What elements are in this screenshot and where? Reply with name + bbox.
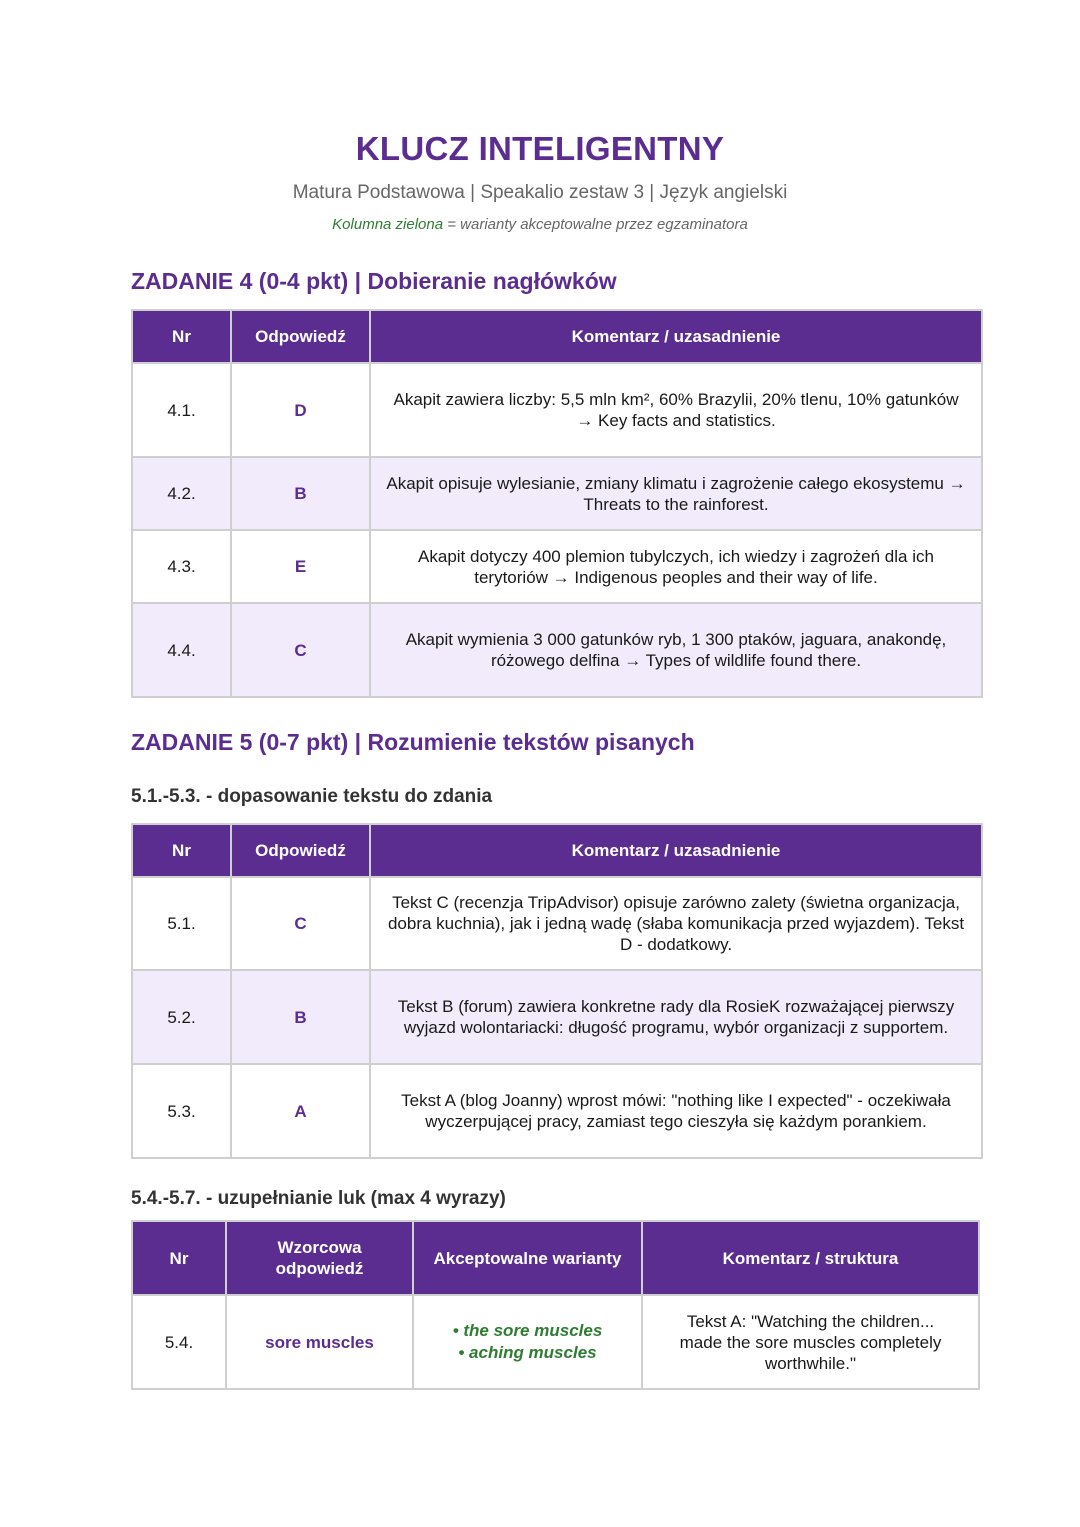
row-answer: C bbox=[231, 603, 370, 697]
column-header-nr: Nr bbox=[132, 310, 231, 363]
row-comment: Akapit zawiera liczby: 5,5 mln km², 60% Brazylii, 20% tlenu, 10% gatunków → Key facts and statistics. bbox=[370, 363, 982, 457]
table-row bbox=[132, 603, 982, 697]
legend-note-green: Kolumna zielona bbox=[332, 216, 444, 233]
table-row bbox=[132, 970, 982, 1064]
row-comment: Akapit dotyczy 400 plemion tubylczych, ich wiedzy i zagrożeń dla ich terytoriów → Indigenous peoples and their way of life. bbox=[370, 530, 982, 603]
row-nr: 5.2. bbox=[132, 970, 231, 1064]
row-answer: A bbox=[231, 1064, 370, 1158]
task5-part1-table bbox=[131, 823, 983, 1159]
column-header-variants: Akceptowalne warianty bbox=[413, 1221, 642, 1295]
task5-title: ZADANIE 5 (0-7 pkt) | Rozumienie tekstów pisanych bbox=[131, 729, 695, 755]
row-comment: Akapit opisuje wylesianie, zmiany klimatu i zagrożenie całego ekosystemu → Threats to the rainforest. bbox=[370, 457, 982, 530]
row-nr: 5.1. bbox=[132, 877, 231, 970]
row-answer: E bbox=[231, 530, 370, 603]
column-header-answer: Odpowiedź bbox=[231, 824, 370, 877]
table-row bbox=[132, 1064, 982, 1158]
task5-part1-title: 5.1.-5.3. - dopasowanie tekstu do zdania bbox=[131, 786, 493, 807]
variant-item: • the sore muscles bbox=[452, 1321, 603, 1340]
page-subtitle: Matura Podstawowa | Speakalio zestaw 3 | Język angielski bbox=[292, 182, 788, 203]
variant-item: • aching muscles bbox=[458, 1343, 597, 1362]
row-nr: 4.2. bbox=[132, 457, 231, 530]
column-header-nr: Nr bbox=[132, 824, 231, 877]
table-row bbox=[132, 877, 982, 970]
row-comment: Tekst B (forum) zawiera konkretne rady dla RosieK rozważającej pierwszy wyjazd wolontariacki: długość programu, wybór organizacji z supportem. bbox=[370, 970, 982, 1064]
column-header-comment: Komentarz / uzasadnienie bbox=[370, 824, 982, 877]
table-header-row bbox=[132, 310, 982, 363]
row-variants bbox=[413, 1295, 642, 1389]
table-row bbox=[132, 457, 982, 530]
row-nr: 4.4. bbox=[132, 603, 231, 697]
row-answer: C bbox=[231, 877, 370, 970]
table-header-row bbox=[132, 824, 982, 877]
legend-note bbox=[0, 216, 1080, 233]
row-comment: Tekst A (blog Joanny) wprost mówi: "nothing like I expected" - oczekiwała wyczerpującej pracy, zamiast tego cieszyła się każdym porankiem. bbox=[370, 1064, 982, 1158]
row-answer: sore muscles bbox=[226, 1295, 413, 1389]
row-nr: 5.4. bbox=[132, 1295, 226, 1389]
row-nr: 5.3. bbox=[132, 1064, 231, 1158]
row-comment: Tekst C (recenzja TripAdvisor) opisuje zarówno zalety (świetna organizacja, dobra kuchnia), jak i jedną wadę (słaba komunikacja przed wyjazdem). Tekst D - dodatkowy. bbox=[370, 877, 982, 970]
row-answer: B bbox=[231, 457, 370, 530]
task4-table bbox=[131, 309, 983, 698]
table-header-row bbox=[132, 1221, 979, 1295]
column-header-comment: Komentarz / struktura bbox=[642, 1221, 979, 1295]
task4-title: ZADANIE 4 (0-4 pkt) | Dobieranie nagłówków bbox=[131, 268, 617, 294]
column-header-comment: Komentarz / uzasadnienie bbox=[370, 310, 982, 363]
table-row bbox=[132, 1295, 979, 1389]
row-answer: B bbox=[231, 970, 370, 1064]
row-nr: 4.3. bbox=[132, 530, 231, 603]
legend-note-text: = warianty akceptowalne przez egzaminatora bbox=[443, 216, 748, 233]
task5-part2-table bbox=[131, 1220, 980, 1390]
column-header-model-answer: Wzorcowa odpowiedź bbox=[226, 1221, 413, 1295]
column-header-answer: Odpowiedź bbox=[231, 310, 370, 363]
task5-part2-title: 5.4.-5.7. - uzupełnianie luk (max 4 wyrazy) bbox=[131, 1188, 506, 1209]
page-title: KLUCZ INTELIGENTNY bbox=[355, 130, 725, 167]
table-row bbox=[132, 530, 982, 603]
row-comment: Akapit wymienia 3 000 gatunków ryb, 1 300 ptaków, jaguara, anakondę, różowego delfina → Types of wildlife found there. bbox=[370, 603, 982, 697]
table-row bbox=[132, 363, 982, 457]
row-answer: D bbox=[231, 363, 370, 457]
row-comment: Tekst A: "Watching the children... made the sore muscles completely worthwhile." bbox=[642, 1295, 979, 1389]
row-nr: 4.1. bbox=[132, 363, 231, 457]
column-header-nr: Nr bbox=[132, 1221, 226, 1295]
